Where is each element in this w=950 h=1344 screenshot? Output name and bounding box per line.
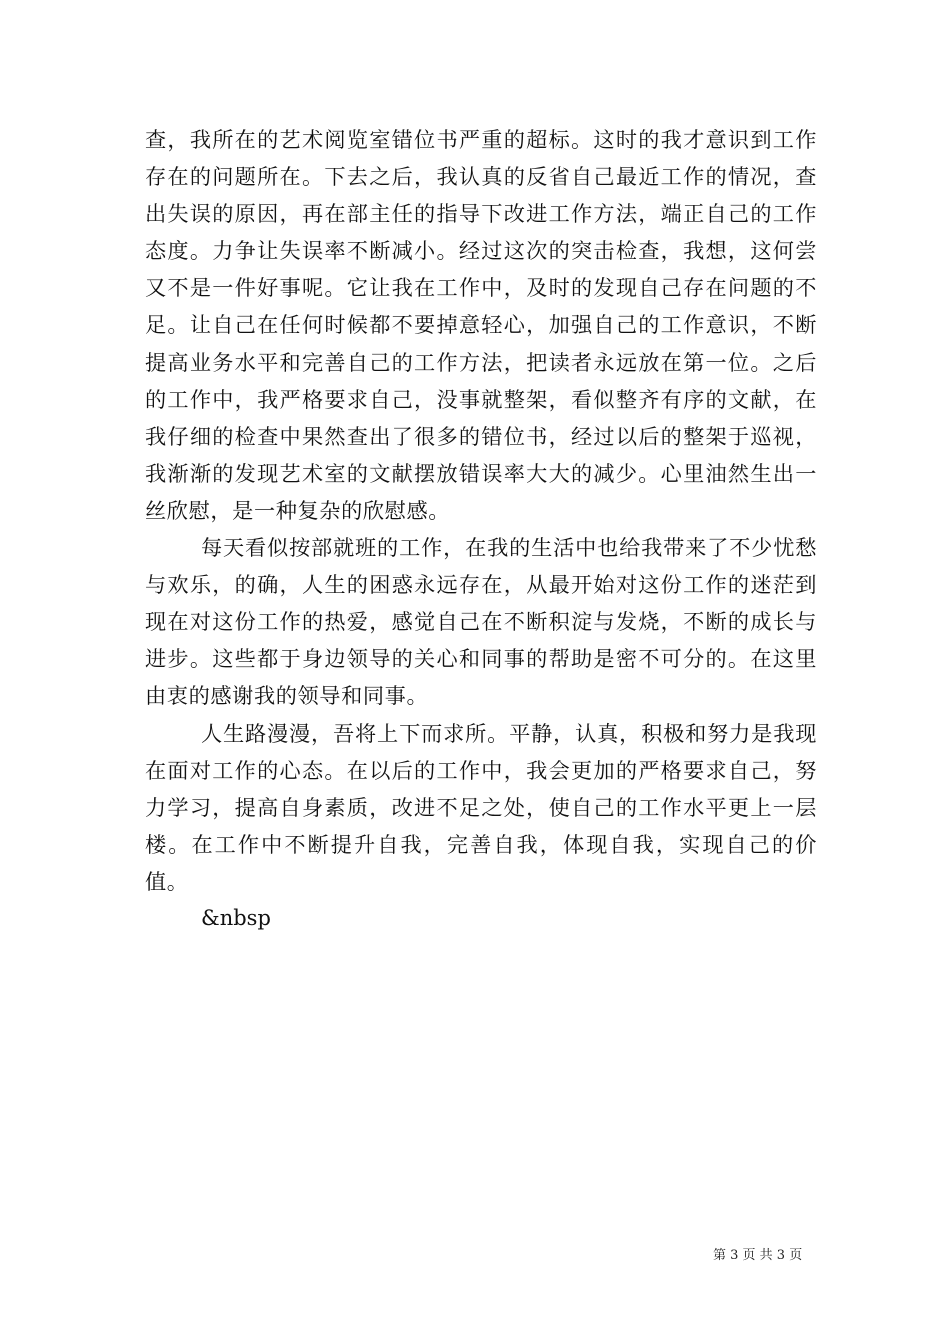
trailing-text: &nbsp — [201, 905, 271, 930]
paragraph-1: 查，我所在的艺术阅览室错位书严重的超标。这时的我才意识到工作存在的问题所在。下去之后，我认真的反省自己最近工作的情况，查出失误的原因，再在部主任的指导下改进工作方法，端正自己的工作态度。力争让失误率不断减小。经过这次的突击检查，我想，这何尝又不是一件好事呢。它让我在工作中，及时的发现自己存在问题的不足。让自己在任何时候都不要掉意轻心，加强自己的工作意识，不断提高业务水平和完善自己的工作方法，把读者永远放在第一位。之后的工作中，我严格要求自己，没事就整架，看似整齐有序的文献，在我仔细的检查中果然查出了很多的错位书，经过以后的整架于巡视，我渐渐的发现艺术室的文献摆放错误率大大的减少。心里油然生出一丝欣慰，是一种复杂的欣慰感。 — [145, 127, 817, 523]
page-number: 第 3 页 共 3 页 — [713, 1248, 803, 1263]
paragraph-3: 人生路漫漫，吾将上下而求所。平静，认真，积极和努力是我现在面对工作的心态。在以后的工作中，我会更加的严格要求自己，努力学习，提高自身素质，改进不足之处，使自己的工作水平更上一层楼。在工作中不断提升自我，完善自我，体现自我，实现自己的价值。 — [145, 720, 817, 894]
document-body — [145, 121, 817, 937]
paragraph-2: 每天看似按部就班的工作，在我的生活中也给我带来了不少忧愁与欢乐，的确，人生的困惑永远存在，从最开始对这份工作的迷茫到现在对这份工作的热爱，感觉自己在不断积淀与发烧，不断的成长与进步。这些都于身边领导的关心和同事的帮助是密不可分的。在这里由衷的感谢我的领导和同事。 — [145, 535, 817, 709]
